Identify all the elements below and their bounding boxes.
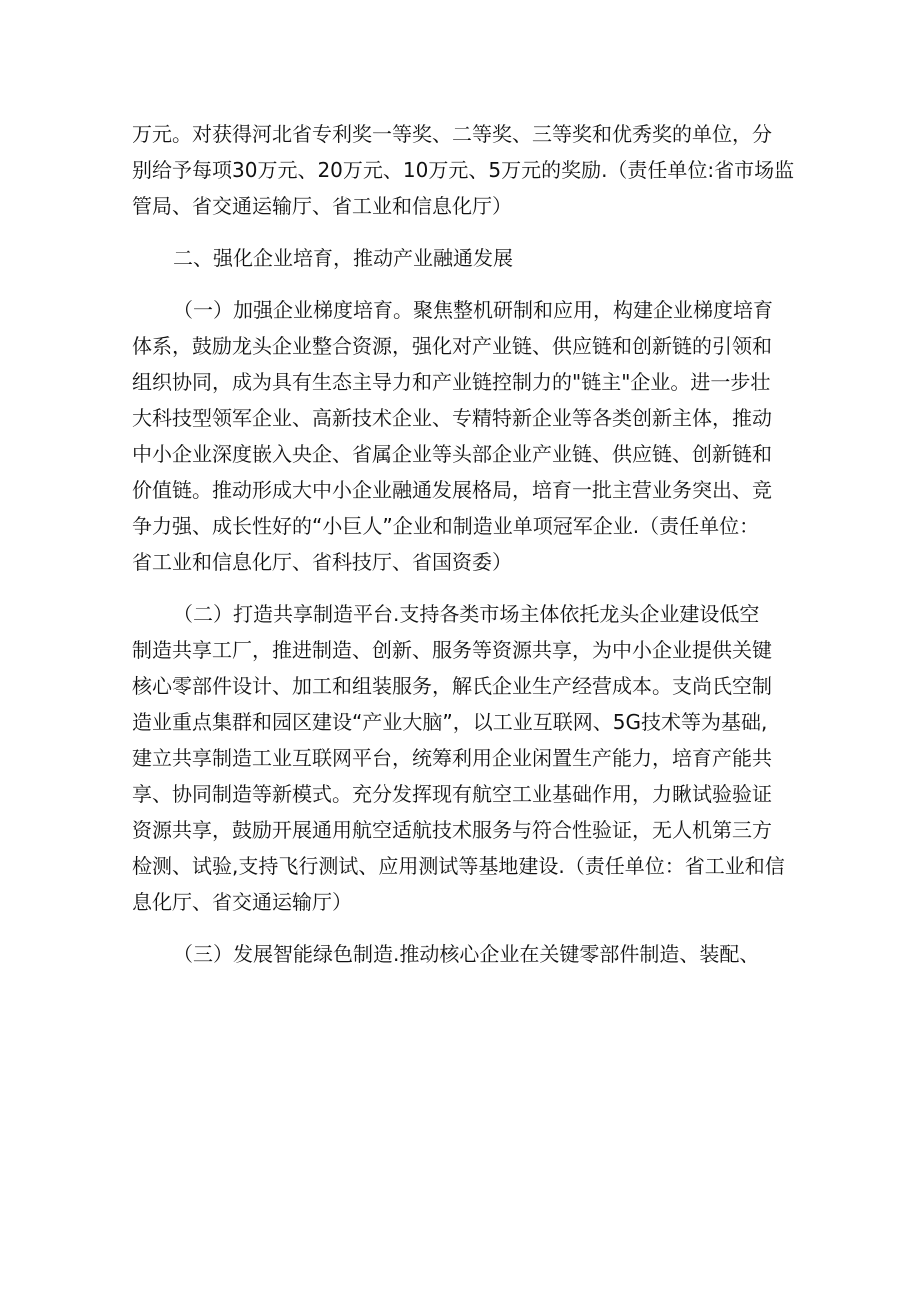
document-body (132, 116, 795, 988)
text-line: （二）打造共享制造平台.支持各类市场主体依托龙头企业建设低空 (173, 602, 760, 626)
text-line: 检测、试验,支持飞行测试、应用测试等基地建设.（责任单位：省工业和信 (132, 854, 785, 878)
text-line: 建立共享制造工业互联网平台，统筹利用企业闲置生产能力，培育产能共 (132, 746, 772, 770)
text-line: 价值链。推动形成大中小企业融通发展格局，培育一批主营业务突出、竞 (132, 478, 772, 502)
text-line: 制造共享工厂，推进制造、创新、服务等资源共享，为中小企业提供关键 (132, 638, 772, 662)
text-line: （一）加强企业梯度培育。聚焦整机研制和应用，构建企业梯度培育 (173, 298, 773, 322)
text-line: 万元。对获得河北省专利奖一等奖、二等奖、三等奖和优秀奖的单位，分 (132, 122, 772, 146)
text-line: 息化厅、省交通运输厅） (132, 890, 352, 914)
text-line: 组织协同，成为具有生态主导力和产业链控制力的"链主"企业。进一步壮 (132, 370, 771, 394)
text-line: 造业重点集群和园区建设“产业大脑”，以工业互联网、5G技术等为基础, (132, 710, 768, 734)
text-line: 资源共享，鼓励开展通用航空适航技术服务与符合性验证，无人机第三方 (132, 818, 772, 842)
section-heading: 二、强化企业培育，推动产业融通发展 (173, 246, 513, 270)
text-line: 享、协同制造等新模式。充分发挥现有航空工业基础作用，力瞅试验验证 (132, 782, 772, 806)
section-heading-2 (132, 240, 782, 276)
text-line: 争力强、成长性好的“小巨人”企业和制造业单项冠军企业.（责任单位： (132, 514, 760, 538)
text-line: 中小企业深度嵌入央企、省属企业等头部企业产业链、供应链、创新链和 (132, 442, 772, 466)
paragraph-3 (132, 936, 782, 972)
text-line: 体系，鼓励龙头企业整合资源，强化对产业链、供应链和创新链的引领和 (132, 334, 772, 358)
text-line: 别给予每项30万元、20万元、10万元、5万元的奖励.（责任单位:省市场监 (132, 158, 795, 182)
paragraph-1 (132, 292, 782, 580)
text-line: 管局、省交通运输厅、省工业和信息化厅） (132, 194, 512, 218)
paragraph-2 (132, 596, 785, 920)
paragraph-patent-award (132, 116, 795, 224)
text-line: 省工业和信息化厅、省科技厅、省国资委） (132, 550, 512, 574)
text-line: 大科技型领军企业、高新技术企业、专精特新企业等各类创新主体，推动 (132, 406, 772, 430)
text-line: 核心零部件设计、加工和组装服务，解氏企业生产经营成本。支尚氏空制 (132, 674, 772, 698)
text-line: （三）发展智能绿色制造.推动核心企业在关键零部件制造、装配、 (173, 942, 760, 966)
